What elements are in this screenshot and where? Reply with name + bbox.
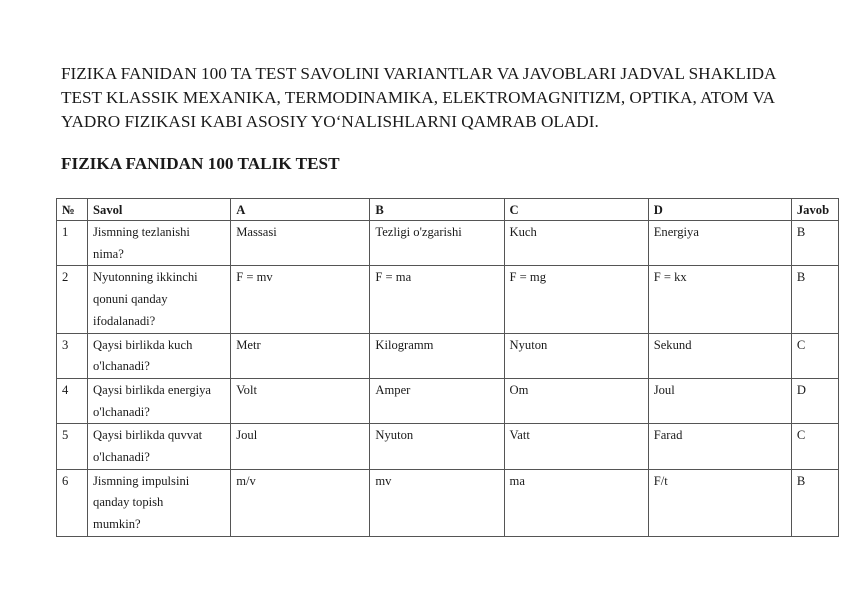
- cell-question: [88, 333, 231, 378]
- cell-number: 3: [57, 333, 88, 378]
- question-line: Qaysi birlikda quvvat: [93, 428, 203, 443]
- question-line: qonuni qanday: [93, 292, 168, 307]
- question-line: Nyutonning ikkinchi: [93, 270, 198, 285]
- cell-number: 6: [57, 469, 88, 536]
- cell-question: [88, 266, 231, 333]
- table-header-row: [57, 199, 839, 221]
- question-line: nima?: [93, 246, 124, 261]
- cell-option-b: F = ma: [370, 266, 504, 333]
- cell-answer: D: [791, 378, 838, 423]
- cell-option-c: Kuch: [504, 221, 648, 266]
- cell-option-d: F = kx: [648, 266, 791, 333]
- intro-line: FIZIKA FANIDAN 100 TA TEST SAVOLINI VARIANTLAR VA JAVOBLARI JADVAL SHAKLIDA: [61, 64, 777, 83]
- cell-number: 2: [57, 266, 88, 333]
- question-line: o'lchanadi?: [93, 404, 150, 419]
- cell-option-a: Joul: [231, 424, 370, 469]
- table-row: [57, 333, 839, 378]
- cell-option-d: Farad: [648, 424, 791, 469]
- cell-answer: B: [791, 469, 838, 536]
- cell-answer: C: [791, 424, 838, 469]
- question-line: o'lchanadi?: [93, 450, 150, 465]
- cell-option-a: Volt: [231, 378, 370, 423]
- cell-number: 5: [57, 424, 88, 469]
- question-line: ifodalanadi?: [93, 313, 156, 328]
- header-option-c: C: [504, 199, 648, 221]
- cell-answer: C: [791, 333, 838, 378]
- cell-answer: B: [791, 266, 838, 333]
- header-answer: Javob: [791, 199, 838, 221]
- cell-option-a: Metr: [231, 333, 370, 378]
- cell-option-a: m/v: [231, 469, 370, 536]
- cell-option-c: Vatt: [504, 424, 648, 469]
- table-row: [57, 378, 839, 423]
- header-option-b: B: [370, 199, 504, 221]
- cell-option-b: Tezligi o'zgarishi: [370, 221, 504, 266]
- table-row: [57, 469, 839, 536]
- cell-option-d: Energiya: [648, 221, 791, 266]
- cell-option-d: F/t: [648, 469, 791, 536]
- cell-option-b: Kilogramm: [370, 333, 504, 378]
- header-option-d: D: [648, 199, 791, 221]
- intro-paragraph: [61, 62, 831, 134]
- intro-line: YADRO FIZIKASI KABI ASOSIY YO‘NALISHLARNI QAMRAB OLADI.: [61, 112, 599, 131]
- test-heading: FIZIKA FANIDAN 100 TALIK TEST: [61, 154, 340, 173]
- header-number: №: [57, 199, 88, 221]
- question-line: Jismning impulsini: [93, 473, 190, 488]
- cell-option-d: Joul: [648, 378, 791, 423]
- cell-option-c: ma: [504, 469, 648, 536]
- cell-option-b: mv: [370, 469, 504, 536]
- question-line: qanday topish: [93, 495, 164, 510]
- question-line: Qaysi birlikda kuch: [93, 337, 193, 352]
- table-row: [57, 424, 839, 469]
- cell-question: [88, 221, 231, 266]
- header-option-a: A: [231, 199, 370, 221]
- table-row: [57, 266, 839, 333]
- question-line: Qaysi birlikda energiya: [93, 382, 212, 397]
- cell-question: [88, 378, 231, 423]
- cell-option-c: Om: [504, 378, 648, 423]
- cell-option-b: Nyuton: [370, 424, 504, 469]
- cell-option-a: Massasi: [231, 221, 370, 266]
- cell-option-c: Nyuton: [504, 333, 648, 378]
- cell-option-d: Sekund: [648, 333, 791, 378]
- cell-option-a: F = mv: [231, 266, 370, 333]
- question-line: mumkin?: [93, 517, 141, 532]
- question-line: Jismning tezlanishi: [93, 225, 190, 239]
- cell-question: [88, 469, 231, 536]
- intro-line: TEST KLASSIK MEXANIKA, TERMODINAMIKA, ELEKTROMAGNITIZM, OPTIKA, ATOM VA: [61, 88, 776, 107]
- table-row: [57, 221, 839, 266]
- test-table: [56, 198, 839, 537]
- cell-option-c: F = mg: [504, 266, 648, 333]
- cell-option-b: Amper: [370, 378, 504, 423]
- question-line: o'lchanadi?: [93, 359, 150, 374]
- cell-number: 1: [57, 221, 88, 266]
- header-question: Savol: [88, 199, 231, 221]
- cell-number: 4: [57, 378, 88, 423]
- cell-question: [88, 424, 231, 469]
- cell-answer: B: [791, 221, 838, 266]
